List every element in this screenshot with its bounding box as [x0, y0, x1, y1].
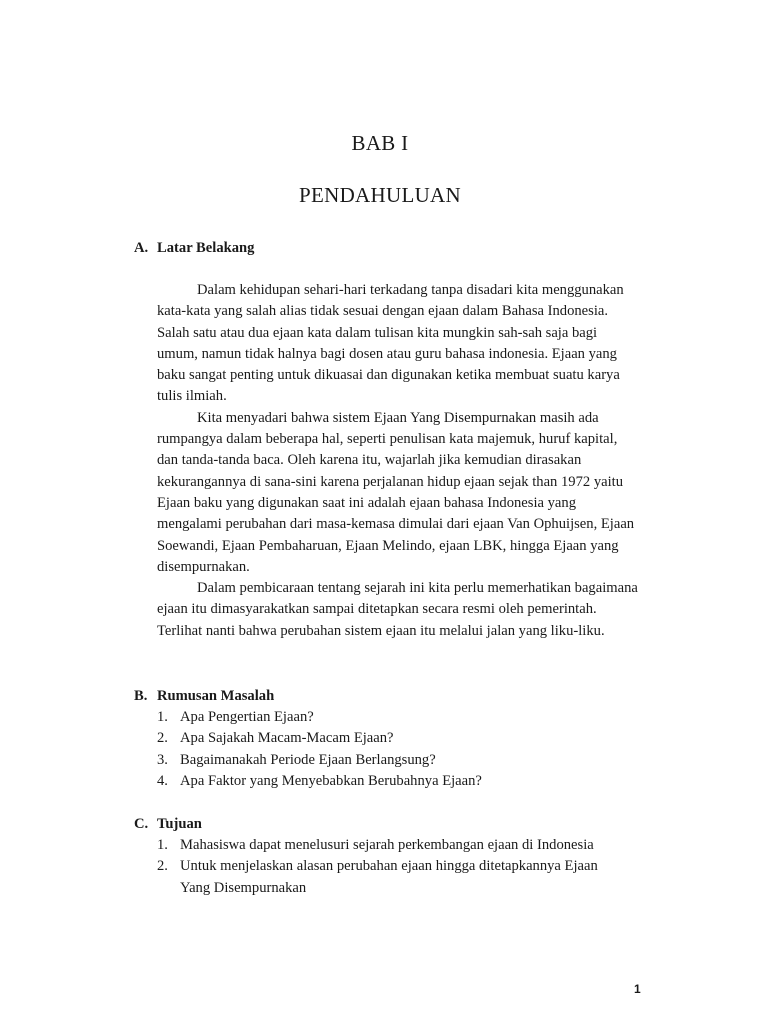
list-text: Apa Faktor yang Menyebabkan Berubahnya Ejaan? [180, 772, 482, 789]
section-heading-rumusan-masalah [134, 688, 274, 705]
list-number: 1. [157, 709, 168, 725]
chapter-number: BAB I [351, 131, 409, 155]
page-number: 1 [634, 982, 641, 996]
list-item [157, 856, 627, 899]
section-letter: A. [134, 240, 149, 256]
section-heading-latar-belakang [134, 240, 254, 257]
list-text: Mahasiswa dapat menelusuri sejarah perkembangan ejaan di Indonesia [180, 837, 594, 853]
list-text: Apa Sajakah Macam-Macam Ejaan? [180, 730, 394, 747]
section-title: Latar Belakang [157, 240, 255, 256]
paragraph: Dalam kehidupan sehari-hari terkadang tanpa disadari kita menggunakan kata-kata yang salah alias tidak sesuai dengan ejaan dalam Bahasa Indonesia. Salah satu atau dua ejaan kata dalam tulisan kita mungkin sah-sah saja bagi umum, namun tidak halnya bagi dosen atau guru bahasa indonesia. Ejaan yang baku sangat penting untuk dikuasai dan digunakan ketika membuat suatu karya tulis ilmiah. [157, 282, 624, 405]
list-text: Apa Pengertian Ejaan? [180, 709, 314, 725]
section-title: Tujuan [157, 816, 202, 832]
section-title: Rumusan Masalah [157, 688, 275, 704]
list-item [157, 728, 627, 749]
paragraph: Dalam pembicaraan tentang sejarah ini kita perlu memerhatikan bagaimana ejaan itu dimasyarakatkan sampai ditetapkan secara resmi oleh pemerintah. Terlihat nanti bahwa perubahan sistem ejaan itu melalui jalan yang liku-liku. [157, 580, 638, 639]
list-item [157, 771, 627, 792]
list-number: 1. [157, 837, 168, 853]
section-letter: C. [134, 816, 149, 832]
list-text: Untuk menjelaskan alasan perubahan ejaan hingga ditetapkannya Ejaan Yang Disempurnakan [180, 858, 598, 896]
rumusan-masalah-list [157, 707, 627, 792]
list-number: 2. [157, 858, 168, 875]
chapter-title: PENDAHULUAN [299, 183, 461, 207]
list-number: 3. [157, 751, 168, 768]
section-letter: B. [134, 688, 148, 704]
list-item [157, 707, 627, 728]
section-heading-tujuan [134, 816, 202, 833]
section-a-body [157, 280, 641, 642]
list-item [157, 750, 627, 771]
list-number: 4. [157, 772, 168, 789]
list-number: 2. [157, 730, 168, 747]
list-text: Bagaimanakah Periode Ejaan Berlangsung? [180, 751, 436, 768]
paragraph: Kita menyadari bahwa sistem Ejaan Yang Disempurnakan masih ada rumpangya dalam beberapa hal, seperti penulisan kata majemuk, huruf kapital, dan tanda-tanda baca. Oleh karena itu, wajarlah jika kemudian dirasakan kekurangannya di sana-sini karena perjalanan hidup ejaan sejak than 1972 yaitu Ejaan baku yang digunakan saat ini adalah ejaan bahasa Indonesia yang mengalami perubahan dari masa-kemasa dimulai dari ejaan Van Ophuijsen, Ejaan Soewandi, Ejaan Pembaharuan, Ejaan Melindo, ejaan LBK, hingga Ejaan yang disempurnakan. [157, 409, 635, 575]
tujuan-list [157, 835, 627, 899]
list-item [157, 835, 627, 856]
